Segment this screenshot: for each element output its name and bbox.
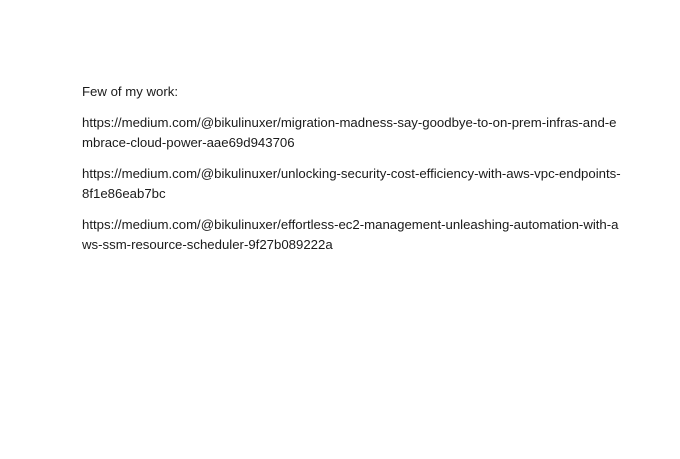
article-link-text[interactable] [82,215,619,255]
link-line: mbrace-cloud-power-aae69d943706 [82,135,295,150]
link-line: ws-ssm-resource-scheduler-9f27b089222a [82,237,333,252]
document-body [82,82,621,266]
link-line: https://medium.com/@bikulinuxer/unlocking-security-cost-efficiency-with-aws-vpc-endpoints- [82,166,621,181]
link-line: https://medium.com/@bikulinuxer/migration-madness-say-goodbye-to-on-prem-infras-and-e [82,115,617,130]
intro-text: Few of my work: [82,84,178,99]
article-link-1[interactable] [82,113,617,153]
link-line: https://medium.com/@bikulinuxer/effortless-ec2-management-unleashing-automation-with-a [82,217,619,232]
article-link-text[interactable] [82,164,621,204]
link-line: 8f1e86eab7bc [82,186,166,201]
article-link-text[interactable] [82,113,617,153]
article-link-2[interactable] [82,164,621,204]
article-link-3[interactable] [82,215,619,255]
